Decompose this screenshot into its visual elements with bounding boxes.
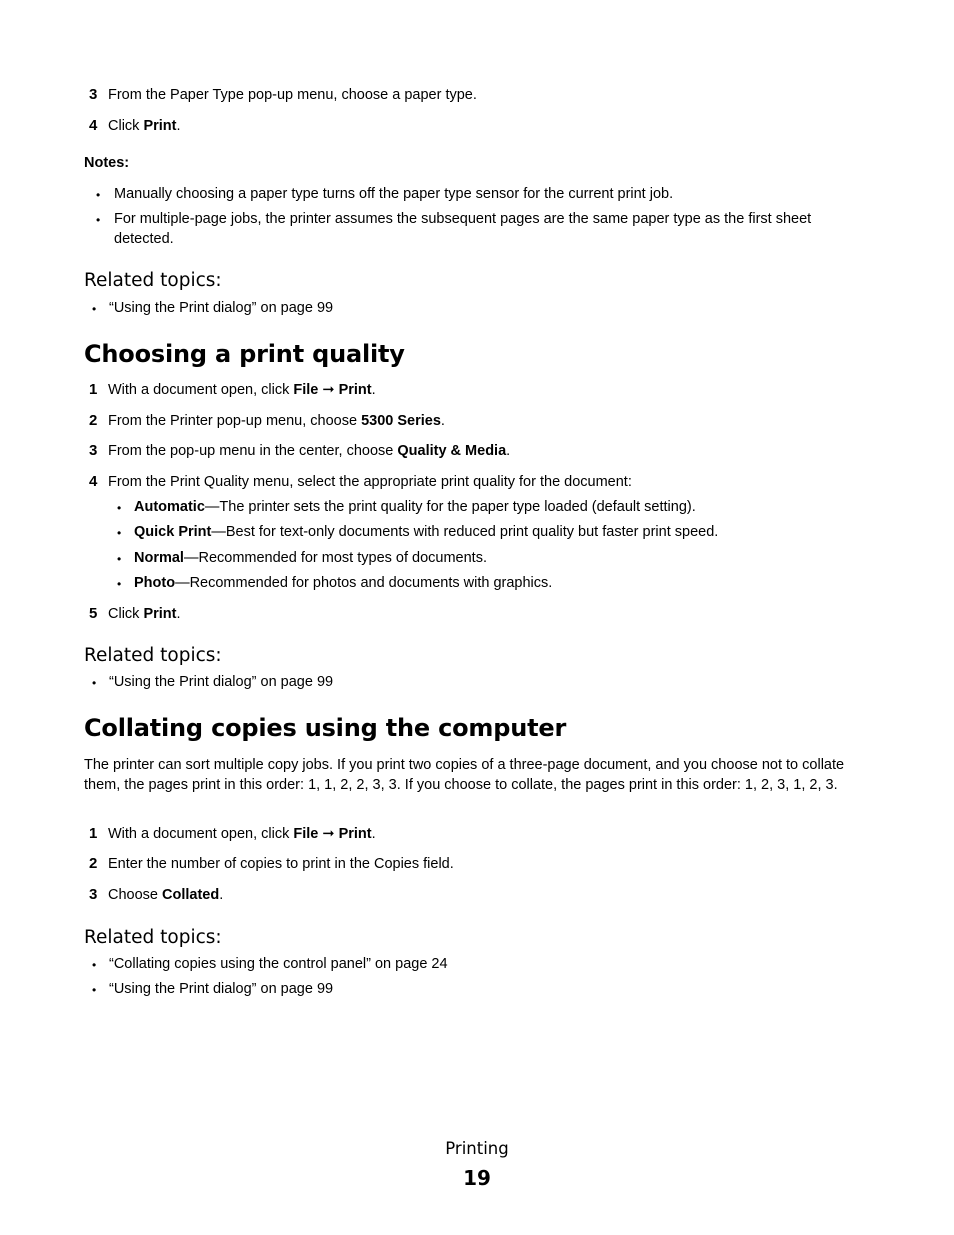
bullet: • [96, 213, 101, 227]
quality-option: Photo—Recommended for photos and documents with graphics. [134, 575, 553, 591]
section-heading: Choosing a print quality [84, 340, 405, 368]
step-number: 1 [89, 825, 98, 842]
note-item: Manually choosing a paper type turns off the paper type sensor for the current print job. [114, 186, 674, 202]
step-number: 5 [89, 605, 98, 622]
quality-option: Normal—Recommended for most types of documents. [134, 550, 487, 566]
step-text: Choose Collated. [108, 887, 224, 903]
step-text: From the pop-up menu in the center, choose Quality & Media. [108, 443, 511, 459]
step-text: Click Print. [108, 118, 181, 134]
related-topic-link[interactable]: “Using the Print dialog” on page 99 [109, 300, 334, 316]
step-text: Click Print. [108, 606, 181, 622]
step-number: 3 [89, 86, 98, 103]
bullet: • [92, 676, 97, 690]
note-item: For multiple-page jobs, the printer assumes the subsequent pages are the same paper type as the first sheet [114, 211, 812, 227]
step-text: From the Print Quality menu, select the appropriate print quality for the document: [108, 474, 632, 490]
related-topics-heading: Related topics: [84, 927, 222, 948]
related-topics-heading: Related topics: [84, 645, 222, 666]
step-text: From the Printer pop-up menu, choose 5300 Series. [108, 413, 445, 429]
section-heading: Collating copies using the computer [84, 714, 567, 742]
intro-paragraph: The printer can sort multiple copy jobs. If you print two copies of a three-page document, and you choose not to collate them, the pages print in this order: 1, 1, 2, 2, 3, 3. If you choose to collate, the pages print in this order: 1, 2, 3, 1, 2, 3. [84, 757, 845, 793]
related-topic-link[interactable]: “Collating copies using the control panel” on page 24 [109, 956, 448, 972]
bullet: • [96, 188, 101, 202]
page-number: 19 [463, 1166, 491, 1190]
arrow-icon: ➞ [322, 382, 335, 398]
notes-label: Notes: [84, 155, 130, 171]
note-item-continued: detected. [114, 231, 174, 247]
bullet: • [117, 501, 122, 515]
step-number: 3 [89, 442, 98, 459]
step-number: 2 [89, 855, 98, 872]
quality-option: Automatic—The printer sets the print quality for the paper type loaded (default setting). [134, 499, 696, 515]
step-text: With a document open, click File ➞ Print. [108, 826, 376, 842]
related-topic-link[interactable]: “Using the Print dialog” on page 99 [109, 981, 334, 997]
step-number: 1 [89, 381, 98, 398]
quality-option: Quick Print—Best for text-only documents with reduced print quality but faster print speed. [134, 524, 719, 540]
step-number: 4 [89, 117, 98, 134]
arrow-icon: ➞ [322, 826, 335, 842]
step-number: 3 [89, 886, 98, 903]
step-text: From the Paper Type pop-up menu, choose a paper type. [108, 87, 477, 103]
bullet: • [92, 302, 97, 316]
step-number: 2 [89, 412, 98, 429]
step-text: Enter the number of copies to print in the Copies field. [108, 856, 454, 872]
bullet: • [117, 526, 122, 540]
bullet: • [117, 577, 122, 591]
bullet: • [92, 958, 97, 972]
step-number: 4 [89, 473, 98, 490]
related-topics-heading: Related topics: [84, 270, 222, 291]
footer-section-name: Printing [445, 1139, 509, 1158]
step-text: With a document open, click File ➞ Print. [108, 382, 376, 398]
related-topic-link[interactable]: “Using the Print dialog” on page 99 [109, 674, 334, 690]
bullet: • [92, 983, 97, 997]
bullet: • [117, 552, 122, 566]
